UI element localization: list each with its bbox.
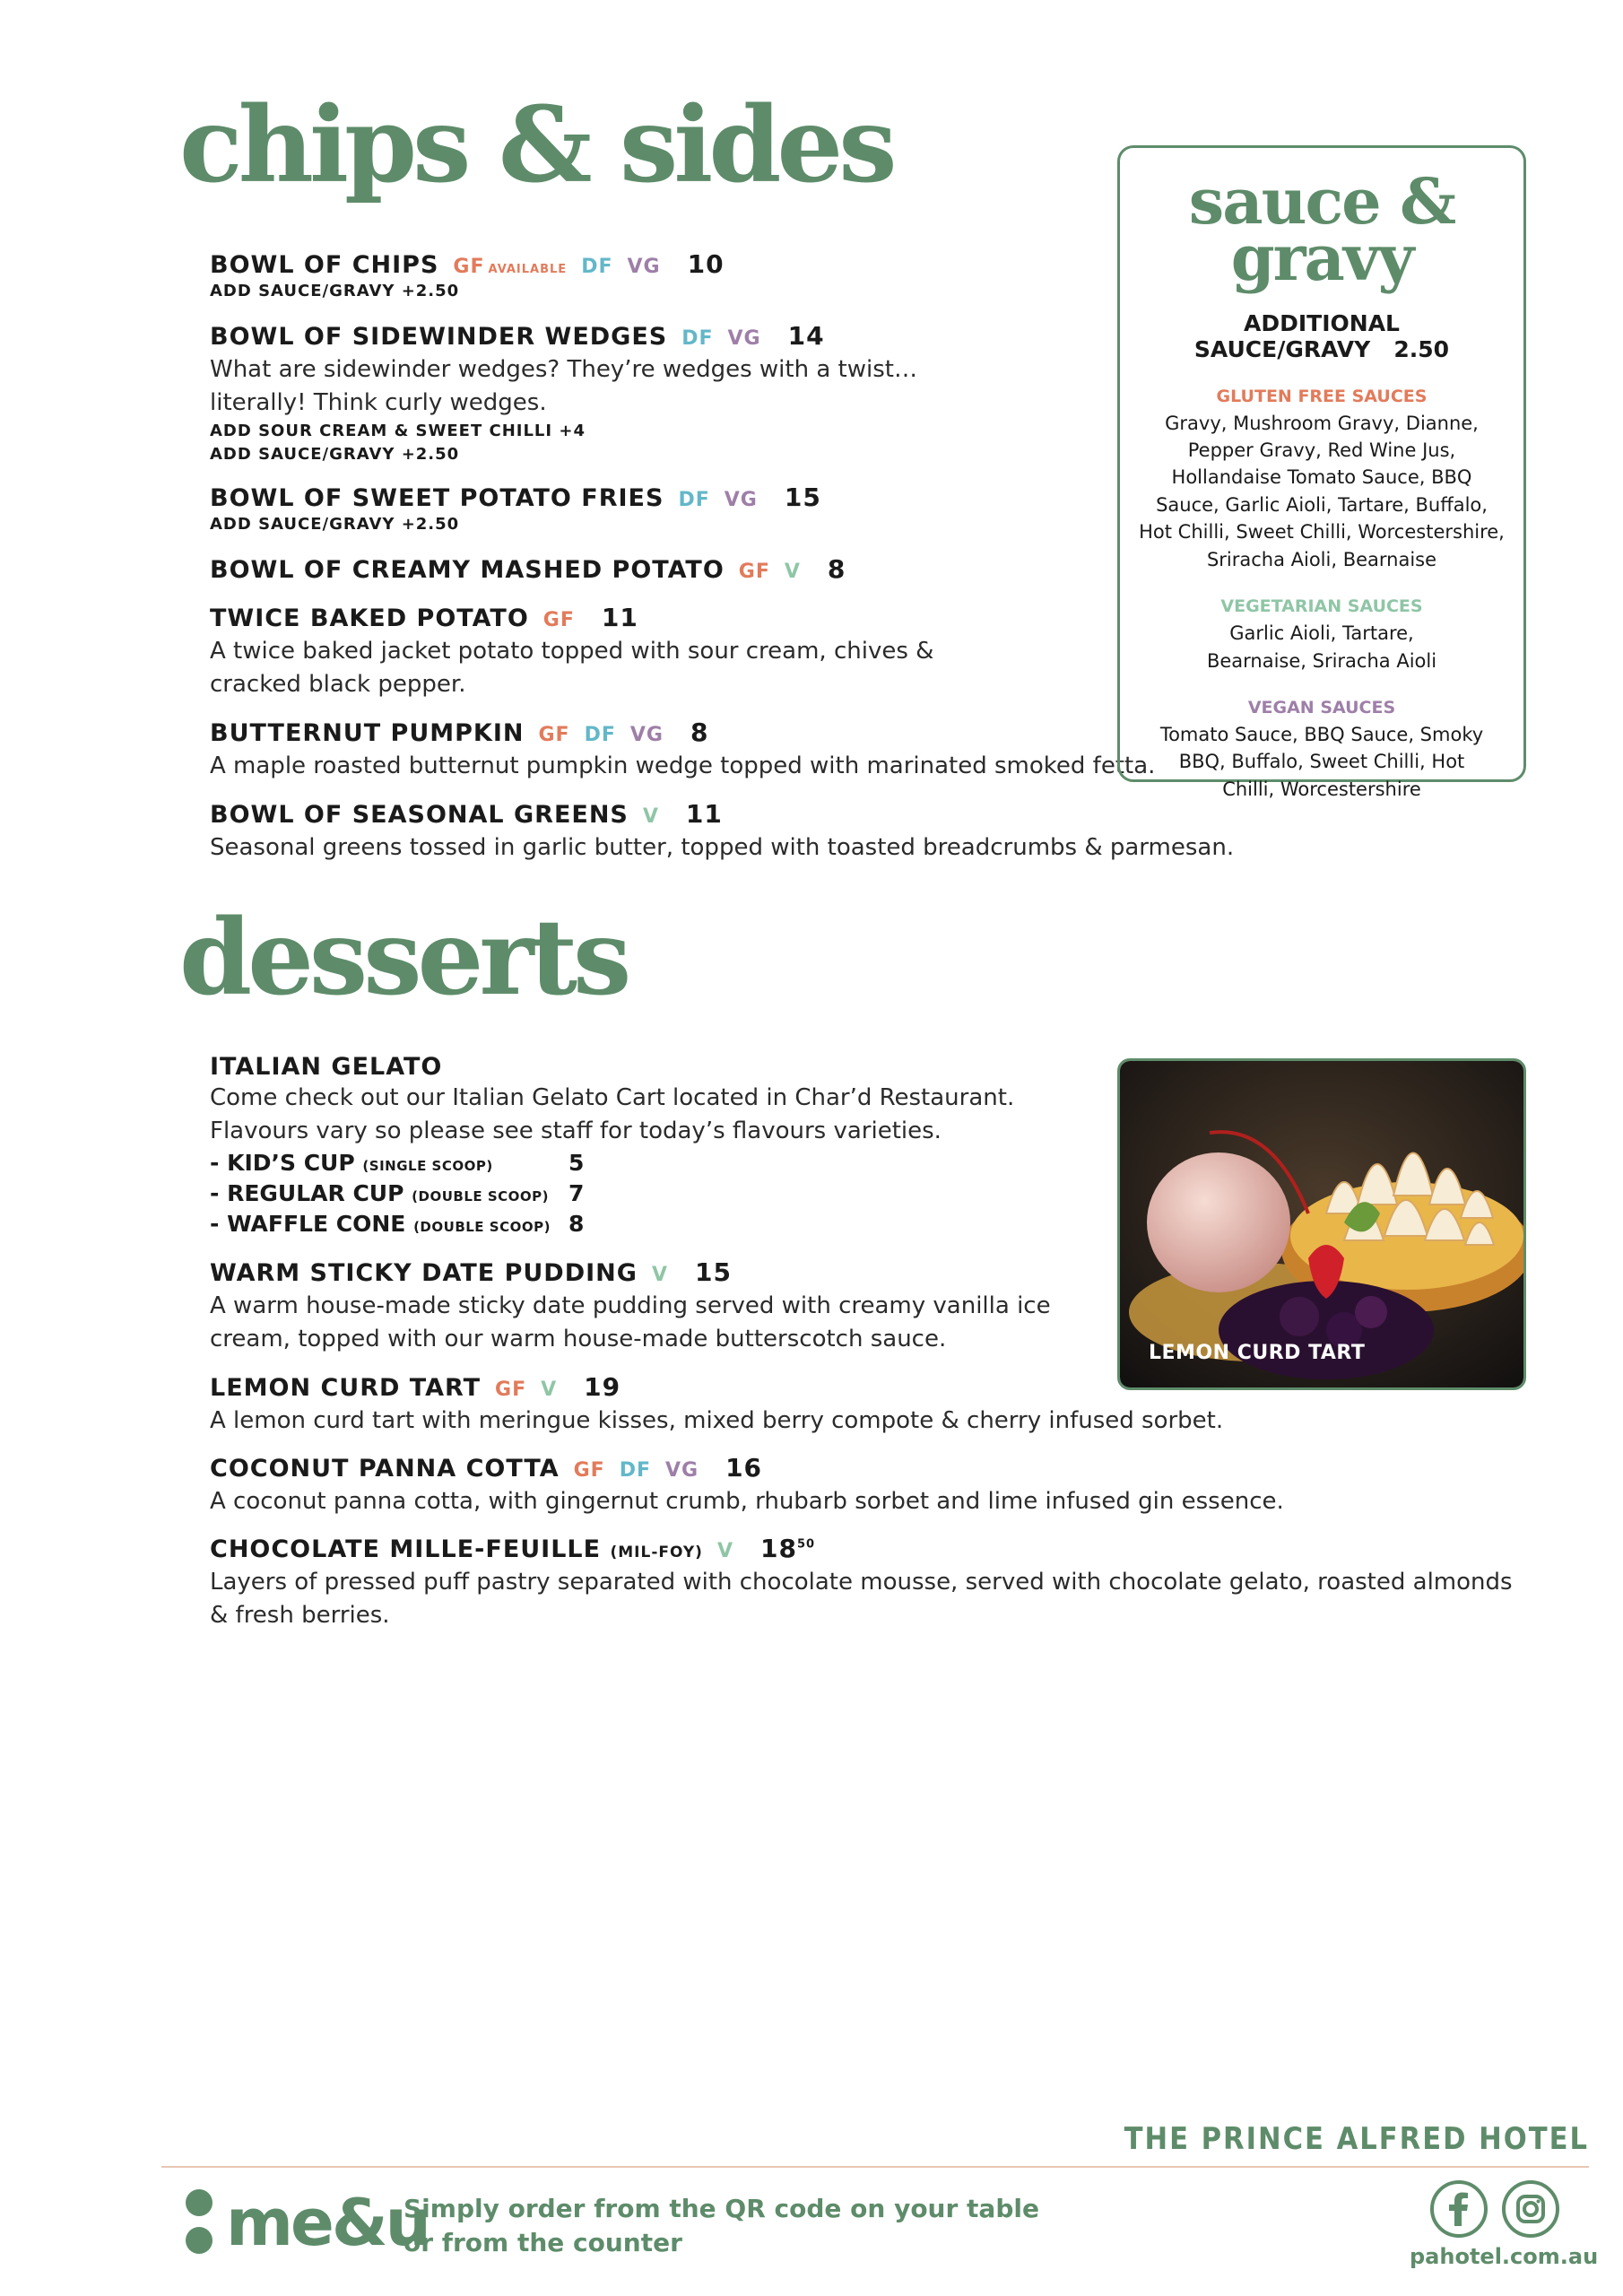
item-price: 10 — [687, 249, 725, 279]
meu-logo-icon — [183, 2188, 215, 2257]
tag-vg: VG — [627, 256, 661, 278]
tag-df: DF — [681, 327, 714, 350]
item-description: Seasonal greens tossed in garlic butter, topped with toasted breadcrumbs & parmesan. — [210, 834, 1235, 862]
tag-df: DF — [584, 724, 616, 746]
additional-line1: ADDITIONAL — [1244, 310, 1400, 336]
gelato-option-regular-cup: - REGULAR CUP (DOUBLE SCOOP) 7 — [210, 1178, 1107, 1209]
item-description-line1: Come check out our Italian Gelato Cart located in Char’d Restaurant. — [210, 1084, 1015, 1112]
tag-df: DF — [619, 1459, 651, 1482]
item-name: ITALIAN GELATO — [210, 1053, 443, 1081]
tag-v: V — [716, 1540, 733, 1562]
item-price: 11 — [601, 603, 638, 632]
gluten-free-list: Gravy, Mushroom Gravy, Dianne, Pepper Gravy, Red Wine Jus, Hollandaise Tomato Sauce, BBQ Sauce, Garlic Aioli, Tartare, Buffalo, Hot Chilli, Sweet Chilli, Worcestershire, Sriracha Aioli, Bearnaise — [1139, 412, 1505, 570]
order-line1: Simply order from the QR code on your table — [404, 2194, 1039, 2223]
additional-sauce-label — [1120, 311, 1523, 363]
item-name: BOWL OF CHIPS — [210, 251, 439, 279]
item-description: A warm house-made sticky date pudding served with creamy vanilla ice cream, topped with our warm house-made butterscotch sauce. — [210, 1292, 1051, 1353]
item-addon: ADD SAUCE/GRAVY +2.50 — [210, 282, 460, 301]
meu-logo — [183, 2185, 429, 2260]
tag-gf: GF — [542, 609, 575, 631]
item-name: BOWL OF SWEET POTATO FRIES — [210, 484, 664, 512]
item-name: BOWL OF SIDEWINDER WEDGES — [210, 323, 668, 351]
option-price: 7 — [568, 1179, 585, 1206]
sauce-title — [1120, 164, 1523, 295]
item-price: 16 — [725, 1453, 763, 1483]
tag-v: V — [784, 561, 801, 583]
gf-available-note: AVAILABLE — [488, 263, 568, 276]
item-name: WARM STICKY DATE PUDDING — [210, 1259, 638, 1287]
tag-vg: VG — [724, 489, 758, 511]
tag-df: DF — [678, 489, 710, 511]
order-line2: or from the counter — [404, 2227, 682, 2257]
menu-item-chocolate-mille-feuille — [210, 1534, 1537, 1632]
item-name: COCONUT PANNA COTTA — [210, 1455, 560, 1483]
gelato-option-kids-cup: - KID’S CUP (SINGLE SCOOP) 5 — [210, 1148, 1107, 1178]
menu-item-sidewinder-wedges — [210, 321, 972, 466]
desserts-title: desserts — [179, 897, 628, 1019]
sides-title: chips & sides — [179, 84, 893, 206]
meu-logo-text: me&u — [226, 2185, 429, 2260]
item-description-line2: Flavours vary so please see staff for today’s flavours varieties. — [210, 1118, 942, 1145]
sauce-title-line2: gravy — [1230, 221, 1413, 295]
tag-vg: VG — [727, 327, 761, 350]
item-name: BOWL OF SEASONAL GREENS — [210, 801, 629, 829]
menu-item-sticky-date-pudding — [210, 1257, 1071, 1356]
item-name: LEMON CURD TART — [210, 1374, 482, 1402]
option-price: 5 — [568, 1150, 585, 1177]
tag-gf: GF — [453, 256, 485, 278]
item-description: A lemon curd tart with meringue kisses, mixed berry compote & cherry infused sorbet. — [210, 1407, 1224, 1435]
tag-vg: VG — [664, 1459, 699, 1482]
tag-gf: GF — [538, 724, 570, 746]
item-price: 8 — [690, 718, 709, 747]
gluten-free-heading: GLUTEN FREE SAUCES — [1216, 386, 1428, 406]
menu-item-seasonal-greens — [210, 799, 1537, 865]
hotel-name: THE PRINCE ALFRED HOTEL — [1124, 2121, 1589, 2157]
menu-item-twice-baked-potato — [210, 603, 999, 701]
vegan-list: Tomato Sauce, BBQ Sauce, Smoky BBQ, Buffalo, Sweet Chilli, Hot Chilli, Worcestershire — [1159, 724, 1484, 800]
item-name: TWICE BAKED POTATO — [210, 604, 529, 632]
item-name: CHOCOLATE MILLE-FEUILLE (MIL-FOY) — [210, 1535, 703, 1563]
item-description: What are sidewinder wedges? They’re wedges with a twist… literally! Think curly wedges. — [210, 356, 917, 417]
menu-item-coconut-panna-cotta — [210, 1453, 1537, 1518]
item-name: BUTTERNUT PUMPKIN — [210, 719, 525, 747]
item-price: 11 — [685, 799, 723, 829]
item-price: 14 — [787, 321, 825, 351]
tag-gf: GF — [573, 1459, 605, 1482]
tag-v: V — [642, 805, 659, 828]
item-price: 15 — [784, 483, 821, 512]
item-addon: ADD SOUR CREAM & SWEET CHILLI +4 — [210, 422, 586, 441]
tag-df: DF — [581, 256, 613, 278]
tag-v: V — [651, 1264, 668, 1286]
item-addon: ADD SAUCE/GRAVY +2.50 — [210, 515, 460, 535]
name-suffix: (MIL-FOY) — [610, 1544, 703, 1561]
photo-caption: LEMON CURD TART — [1149, 1342, 1366, 1364]
sauce-title-line1: sauce & — [1188, 164, 1455, 239]
vegetarian-heading: VEGETARIAN SAUCES — [1220, 596, 1423, 617]
item-price: 8 — [827, 554, 846, 584]
menu-item-italian-gelato — [210, 1053, 1107, 1239]
item-description: A maple roasted butternut pumpkin wedge topped with marinated smoked fetta. — [210, 752, 1156, 780]
item-description: Layers of pressed puff pastry separated with chocolate mousse, served with chocolate gelato, roasted almonds & fresh berries. — [210, 1569, 1513, 1630]
tag-v: V — [541, 1378, 558, 1401]
vegetarian-list: Garlic Aioli, Tartare, Bearnaise, Sriracha Aioli — [1206, 622, 1437, 672]
gelato-option-waffle-cone: - WAFFLE CONE (DOUBLE SCOOP) 8 — [210, 1209, 1107, 1239]
tag-gf: GF — [495, 1378, 527, 1401]
website-link[interactable]: pahotel.com.au — [1410, 2244, 1599, 2269]
item-description: A coconut panna cotta, with gingernut crumb, rhubarb sorbet and lime infused gin essence. — [210, 1488, 1284, 1516]
sauce-gravy-panel — [1117, 145, 1526, 800]
facebook-icon[interactable] — [1429, 2179, 1488, 2239]
tag-gf: GF — [738, 561, 770, 583]
tart-illustration — [1120, 1061, 1526, 1390]
order-instructions — [404, 2192, 1039, 2260]
instagram-icon[interactable] — [1501, 2179, 1560, 2239]
additional-price: 2.50 — [1393, 335, 1450, 362]
tag-vg: VG — [629, 724, 664, 746]
vegan-heading: VEGAN SAUCES — [1247, 698, 1396, 718]
item-description: A twice baked jacket potato topped with sour cream, chives & cracked black pepper. — [210, 638, 934, 699]
item-price: 19 — [584, 1372, 621, 1402]
lemon-curd-tart-photo — [1117, 1058, 1526, 1390]
social-icons — [1429, 2179, 1560, 2239]
item-price: $18^{50}$ — [759, 1534, 816, 1563]
option-price: 8 — [568, 1210, 585, 1237]
item-addon: ADD SAUCE/GRAVY +2.50 — [210, 445, 460, 465]
additional-line2: SAUCE/GRAVY 2.50 — [1193, 335, 1450, 362]
footer-divider — [161, 2166, 1589, 2168]
item-name: BOWL OF CREAMY MASHED POTATO — [210, 556, 725, 584]
item-price: 15 — [694, 1257, 732, 1287]
